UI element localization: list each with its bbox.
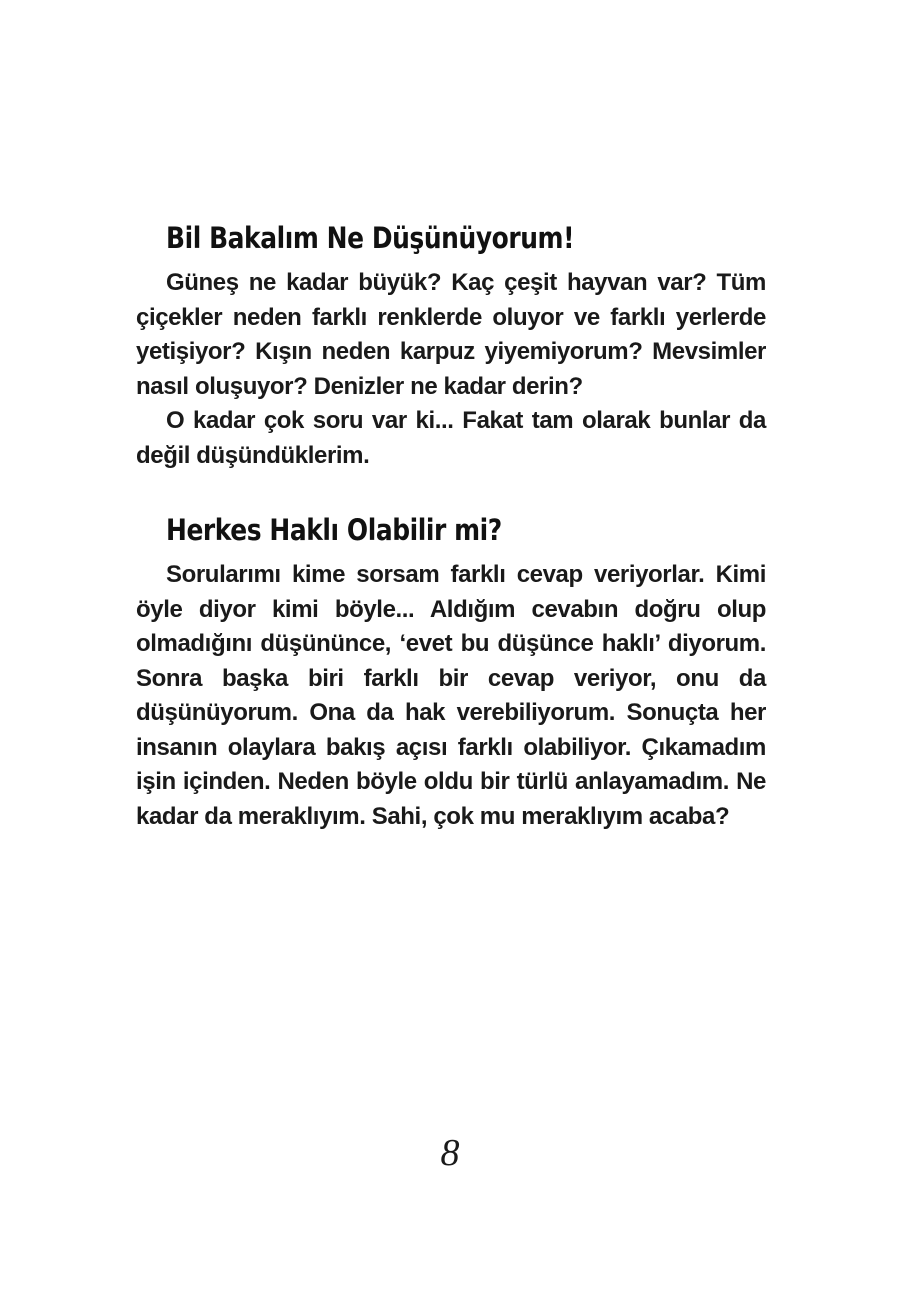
paragraph: O kadar çok soru var ki... Fakat tam olarak bunlar da değil düşündüklerim.	[136, 407, 766, 469]
paragraph: Güneş ne kadar büyük? Kaç çeşit hayvan var? Tüm çiçekler neden farklı renklerde oluyor ve farklı yerlerde yetişiyor? Kışın neden karpuz yiyemiyorum? Mevsimler nasıl oluşuyor? Denizler ne kadar derin?	[136, 269, 766, 400]
section-heading: Herkes Haklı Olabilir mi?	[166, 513, 502, 547]
page-number: 8	[440, 1132, 460, 1174]
paragraph: Sorularımı kime sorsam farklı cevap veriyorlar. Kimi öyle diyor kimi böyle... Aldığım cevabın doğru olup olmadığını düşününce, ‘evet bu düşünce haklı’ diyorum. Sonra başka biri farklı bir cevap veriyor, onu da düşünüyorum. Ona da hak verebiliyorum. Sonuçta her insanın olaylara bakış açısı farklı olabiliyor. Çıkamadım işin içinden. Neden böyle oldu bir türlü anlayamadım. Ne kadar da meraklıyım. Sahi, çok mu meraklıyım acaba?	[136, 561, 766, 830]
section-bil-bakalim	[136, 216, 766, 473]
section-heading: Bil Bakalım Ne Düşünüyorum!	[166, 221, 575, 255]
section-herkes-hakli	[136, 508, 766, 834]
